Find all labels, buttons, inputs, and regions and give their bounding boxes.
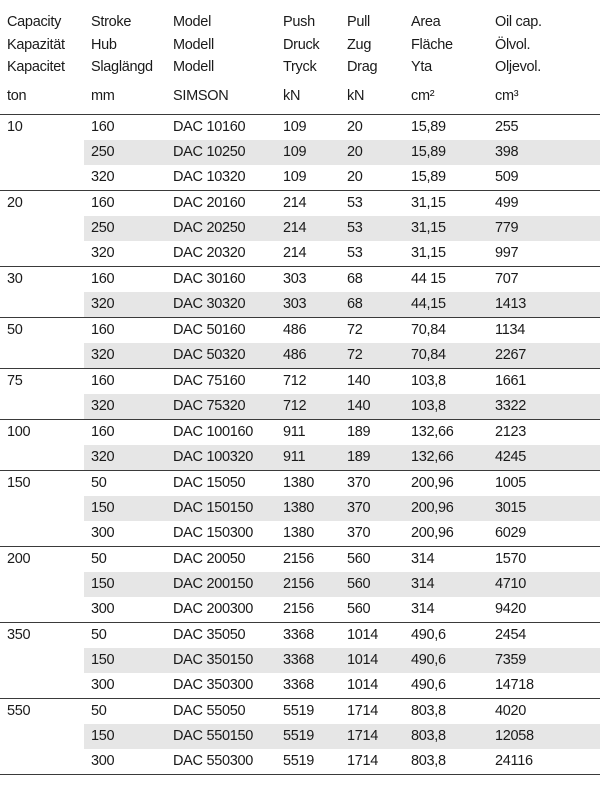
cell-pull: 560 [340, 572, 404, 597]
cell-model: DAC 50320 [166, 343, 276, 369]
cell-push: 109 [283, 119, 307, 135]
cell-oil-capacity: 4710 [488, 572, 600, 597]
cell-capacity [0, 749, 84, 775]
cell-push: 1380 [283, 525, 315, 541]
cell-capacity [0, 292, 84, 318]
header-label: Kapacitet [7, 59, 65, 75]
cell-area: 803,8 [404, 724, 488, 749]
table-row [0, 699, 600, 725]
cell-push: 1380 [276, 471, 340, 497]
cell-push: 214 [276, 191, 340, 217]
cell-oil-capacity: 6029 [495, 525, 527, 541]
cell-capacity [0, 445, 84, 471]
cell-area: 44 15 [404, 267, 488, 293]
header-label: Model [173, 14, 211, 30]
cell-push: 109 [283, 169, 307, 185]
cell-oil-capacity: 499 [488, 191, 600, 217]
cell-stroke: 320 [84, 394, 166, 420]
header-label: Fläche [411, 36, 453, 53]
cell-push: 2156 [276, 547, 340, 573]
cell-pull: 1714 [340, 699, 404, 725]
table-row [0, 369, 600, 395]
cell-model: DAC 10320 [173, 169, 246, 185]
cell-capacity: 10 [7, 119, 23, 135]
cell-stroke: 250 [84, 140, 166, 165]
cell-capacity: 20 [0, 191, 84, 217]
cell-area: 31,15 [404, 191, 488, 217]
cell-capacity [0, 165, 84, 191]
cell-pull: 1014 [340, 648, 404, 673]
cell-pull: 72 [340, 318, 404, 344]
cell-oil-capacity: 255 [495, 119, 519, 135]
cell-oil-capacity: 398 [488, 140, 600, 165]
cell-stroke: 160 [84, 267, 166, 293]
cell-capacity: 75 [0, 369, 84, 395]
cell-model: DAC 20320 [173, 245, 246, 261]
cell-stroke: 160 [84, 191, 166, 217]
cell-capacity [0, 343, 84, 369]
header-model [166, 0, 276, 115]
cell-pull: 1714 [340, 724, 404, 749]
cell-stroke: 320 [84, 445, 166, 471]
cell-pull: 68 [340, 267, 404, 293]
table-row [0, 521, 600, 547]
cell-area: 132,66 [404, 420, 488, 446]
cell-pull: 1014 [347, 677, 379, 693]
cell-push: 3368 [276, 648, 340, 673]
cell-model: DAC 15050 [166, 471, 276, 497]
cell-pull: 189 [340, 420, 404, 446]
header-label: Capacity [7, 14, 62, 30]
header-label: Pull [347, 14, 370, 30]
table-row [0, 648, 600, 673]
cell-oil-capacity: 1134 [488, 318, 600, 344]
cell-area: 490,6 [411, 677, 446, 693]
cell-area: 314 [404, 572, 488, 597]
table-row [0, 749, 600, 775]
table-row [0, 724, 600, 749]
cell-area: 103,8 [404, 369, 488, 395]
header-label: Kapazität [7, 36, 65, 53]
cell-model: DAC 200150 [166, 572, 276, 597]
cell-push: 2156 [283, 601, 315, 617]
cell-stroke: 150 [84, 724, 166, 749]
table-row [0, 445, 600, 471]
cell-pull: 189 [340, 445, 404, 471]
cell-oil-capacity: 509 [495, 169, 519, 185]
cell-model: DAC 350150 [166, 648, 276, 673]
cell-stroke: 160 [84, 369, 166, 395]
header-pull [340, 0, 404, 115]
cell-pull: 53 [340, 216, 404, 241]
cell-stroke: 50 [84, 623, 166, 649]
cell-oil-capacity: 779 [488, 216, 600, 241]
cell-oil-capacity: 1005 [488, 471, 600, 497]
cell-push: 712 [276, 369, 340, 395]
cell-model: DAC 200300 [173, 601, 254, 617]
cell-model: DAC 550150 [166, 724, 276, 749]
cell-oil-capacity: 707 [488, 267, 600, 293]
cell-oil-capacity: 9420 [495, 601, 527, 617]
table-row [0, 496, 600, 521]
cell-oil-capacity: 2454 [488, 623, 600, 649]
cell-stroke: 320 [91, 169, 115, 185]
cell-push: 5519 [276, 724, 340, 749]
cell-model: DAC 350300 [173, 677, 254, 693]
cell-model: DAC 20250 [166, 216, 276, 241]
header-area [404, 0, 488, 115]
cell-area: 15,89 [404, 140, 488, 165]
header-stroke [84, 0, 166, 115]
cell-model: DAC 100320 [166, 445, 276, 471]
header-label: Ölvol. [495, 36, 531, 53]
header-label: Modell [173, 59, 214, 75]
cell-area: 314 [411, 601, 435, 617]
header-label: Area [411, 14, 441, 30]
cell-pull: 560 [340, 547, 404, 573]
table-header [0, 0, 600, 115]
table-row [0, 292, 600, 318]
table-row [0, 572, 600, 597]
cell-area: 31,15 [404, 216, 488, 241]
cell-model: DAC 30320 [166, 292, 276, 318]
cell-area: 15,89 [411, 169, 446, 185]
cell-push: 3368 [276, 623, 340, 649]
cell-area: 490,6 [404, 623, 488, 649]
cell-model: DAC 75320 [166, 394, 276, 420]
cell-stroke: 160 [91, 119, 115, 135]
cell-stroke: 160 [84, 318, 166, 344]
header-label: Tryck [283, 59, 317, 75]
cell-push: 214 [276, 216, 340, 241]
table-row [0, 471, 600, 497]
cell-pull: 370 [347, 525, 371, 541]
cell-push: 214 [283, 245, 307, 261]
header-row [0, 0, 600, 115]
header-unit: ton [7, 87, 27, 104]
header-unit: cm³ [495, 87, 519, 104]
cell-push: 486 [276, 343, 340, 369]
cell-pull: 1714 [340, 749, 404, 775]
cell-push: 712 [276, 394, 340, 420]
cell-push: 303 [276, 292, 340, 318]
cell-push: 911 [276, 445, 340, 471]
cell-oil-capacity: 12058 [488, 724, 600, 749]
header-unit: kN [347, 87, 365, 104]
cell-area: 200,96 [411, 525, 454, 541]
cell-capacity: 100 [0, 420, 84, 446]
cell-area: 200,96 [404, 471, 488, 497]
header-oil-capacity [488, 0, 600, 115]
cell-oil-capacity: 2123 [488, 420, 600, 446]
cell-area: 803,8 [404, 699, 488, 725]
header-label: Push [283, 14, 315, 30]
cell-area: 70,84 [404, 318, 488, 344]
cell-stroke: 320 [91, 245, 115, 261]
cell-stroke: 320 [84, 343, 166, 369]
cell-capacity [0, 394, 84, 420]
cell-oil-capacity: 3015 [488, 496, 600, 521]
cell-model: DAC 550300 [166, 749, 276, 775]
cell-stroke: 300 [91, 601, 115, 617]
header-label: Modell [173, 36, 214, 53]
cell-pull: 560 [347, 601, 371, 617]
cell-capacity [0, 521, 84, 547]
table-row [0, 191, 600, 217]
cell-capacity [0, 597, 84, 623]
table-row [0, 216, 600, 241]
header-label: Slaglängd [91, 59, 153, 75]
table-row [0, 673, 600, 699]
cell-stroke: 150 [84, 496, 166, 521]
cell-pull: 72 [340, 343, 404, 369]
cell-capacity [0, 241, 84, 267]
header-label: Druck [283, 36, 320, 53]
cell-model: DAC 35050 [166, 623, 276, 649]
table-row [0, 140, 600, 165]
cell-capacity [0, 496, 84, 521]
cell-area: 314 [404, 547, 488, 573]
cell-oil-capacity: 3322 [488, 394, 600, 420]
cell-capacity: 50 [0, 318, 84, 344]
cell-oil-capacity: 997 [495, 245, 519, 261]
cell-capacity [0, 724, 84, 749]
cell-push: 2156 [276, 572, 340, 597]
header-label: Hub [91, 36, 117, 53]
cell-oil-capacity: 1661 [488, 369, 600, 395]
cell-push: 5519 [276, 699, 340, 725]
cell-pull: 140 [340, 369, 404, 395]
cell-model: DAC 30160 [166, 267, 276, 293]
table-row [0, 241, 600, 267]
cell-model: DAC 55050 [166, 699, 276, 725]
cell-model: DAC 20160 [166, 191, 276, 217]
cell-stroke: 160 [84, 420, 166, 446]
header-unit: kN [283, 87, 301, 104]
cell-capacity [0, 673, 84, 699]
cell-capacity [0, 140, 84, 165]
header-unit: mm [91, 87, 115, 104]
cell-capacity: 550 [0, 699, 84, 725]
table-row [0, 623, 600, 649]
cell-pull: 370 [340, 471, 404, 497]
cell-area: 70,84 [404, 343, 488, 369]
cell-area: 803,8 [404, 749, 488, 775]
cell-push: 5519 [276, 749, 340, 775]
cell-model: DAC 50160 [166, 318, 276, 344]
cell-area: 44,15 [404, 292, 488, 318]
cell-oil-capacity: 4245 [488, 445, 600, 471]
table-row [0, 394, 600, 420]
cell-push: 486 [276, 318, 340, 344]
cell-oil-capacity: 1413 [488, 292, 600, 318]
cell-stroke: 300 [91, 525, 115, 541]
cell-pull: 53 [340, 191, 404, 217]
cell-capacity [0, 648, 84, 673]
cell-model: DAC 150300 [173, 525, 254, 541]
cell-push: 3368 [283, 677, 315, 693]
cell-capacity: 350 [0, 623, 84, 649]
table-row [0, 420, 600, 446]
cell-capacity: 30 [0, 267, 84, 293]
header-capacity [0, 0, 84, 115]
cell-capacity [0, 572, 84, 597]
cell-model: DAC 75160 [166, 369, 276, 395]
cell-oil-capacity: 1570 [488, 547, 600, 573]
cell-pull: 140 [340, 394, 404, 420]
cell-capacity [0, 216, 84, 241]
cell-pull: 370 [340, 496, 404, 521]
table-row [0, 115, 600, 141]
cell-area: 132,66 [404, 445, 488, 471]
table-row [0, 547, 600, 573]
table-row [0, 343, 600, 369]
cell-oil-capacity: 24116 [488, 749, 600, 775]
header-label: Stroke [91, 14, 132, 30]
cell-model: DAC 150150 [166, 496, 276, 521]
cell-pull: 20 [340, 140, 404, 165]
cell-area: 103,8 [404, 394, 488, 420]
table-row [0, 597, 600, 623]
cell-oil-capacity: 2267 [488, 343, 600, 369]
cell-oil-capacity: 4020 [488, 699, 600, 725]
cell-model: DAC 10250 [166, 140, 276, 165]
header-push [276, 0, 340, 115]
header-label: Yta [411, 59, 432, 75]
cell-stroke: 300 [84, 749, 166, 775]
cell-stroke: 50 [84, 471, 166, 497]
cell-model: DAC 100160 [166, 420, 276, 446]
header-label: Oil cap. [495, 14, 542, 30]
cell-area: 15,89 [411, 119, 446, 135]
cell-push: 1380 [276, 496, 340, 521]
cell-stroke: 150 [84, 648, 166, 673]
header-label: Zug [347, 36, 372, 53]
cell-push: 109 [276, 140, 340, 165]
cell-model: DAC 10160 [173, 119, 246, 135]
cell-pull: 68 [340, 292, 404, 318]
cell-stroke: 50 [84, 699, 166, 725]
header-label: Drag [347, 59, 378, 75]
cell-oil-capacity: 14718 [495, 677, 534, 693]
cell-stroke: 50 [84, 547, 166, 573]
table-row [0, 165, 600, 191]
cell-stroke: 320 [84, 292, 166, 318]
cell-area: 490,6 [404, 648, 488, 673]
cell-pull: 20 [347, 169, 363, 185]
cell-pull: 53 [347, 245, 363, 261]
cell-area: 200,96 [404, 496, 488, 521]
cell-pull: 20 [347, 119, 363, 135]
cell-push: 303 [276, 267, 340, 293]
cell-capacity: 200 [0, 547, 84, 573]
cell-oil-capacity: 7359 [488, 648, 600, 673]
cell-stroke: 250 [84, 216, 166, 241]
table-row [0, 267, 600, 293]
cell-stroke: 150 [84, 572, 166, 597]
cell-model: DAC 20050 [166, 547, 276, 573]
cell-capacity: 150 [0, 471, 84, 497]
header-label: Oljevol. [495, 59, 541, 75]
cell-push: 911 [276, 420, 340, 446]
cell-stroke: 300 [91, 677, 115, 693]
table-body [0, 115, 600, 775]
cell-area: 31,15 [411, 245, 446, 261]
cell-pull: 1014 [340, 623, 404, 649]
table-row [0, 318, 600, 344]
header-unit: SIMSON [173, 87, 229, 104]
header-unit: cm² [411, 87, 435, 104]
